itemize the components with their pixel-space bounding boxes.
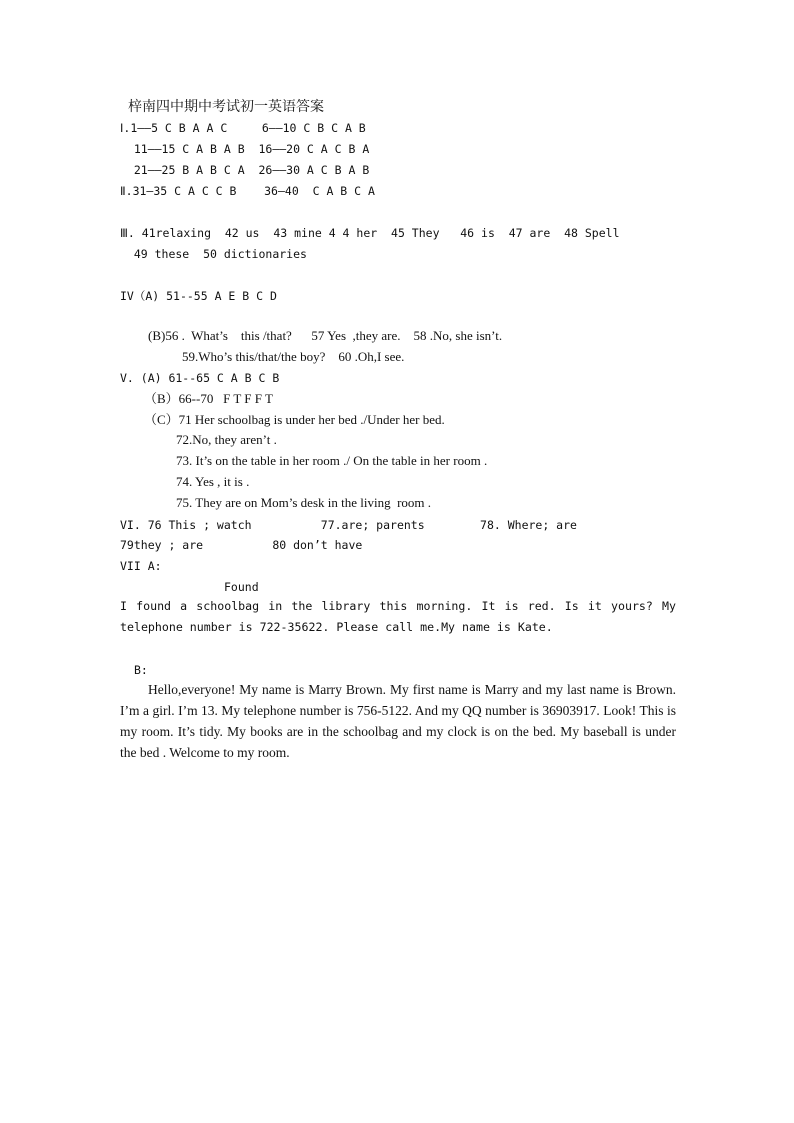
answer-line-section-4b-cont: 59.Who’s this/that/the boy? 60 .Oh,I see. [182, 349, 405, 364]
answer-line-section-1a: Ⅰ.1——5 C B A A C 6——10 C B C A B [120, 121, 366, 135]
writing-a-paragraph: I found a schoolbag in the library this morning. It is red. Is it yours? My telephone number is 722-35622. Please call me.My name is Kate. [120, 599, 676, 634]
answer-line-section-5c-73: 73. It’s on the table in her room ./ On the table in her room . [176, 453, 488, 468]
section-7-heading: VII A: [120, 559, 162, 573]
answer-line-section-6a: VI. 76 This ; watch 77.are; parents 78. Where; are [120, 518, 577, 532]
answer-line-section-4a: IV（A) 51--55 A E B C D [120, 289, 277, 303]
answer-line-section-4b: (B)56 . What’s this /that? 57 Yes ,they are. 58 .No, she isn’t. [148, 328, 503, 343]
answer-line-section-5c-75: 75. They are on Mom’s desk in the living room . [176, 495, 432, 510]
answer-line-section-5c-72: 72.No, they aren’t . [176, 432, 277, 447]
answer-line-section-2: Ⅱ.31—35 C A C C B 36—40 C A B C A [120, 184, 375, 198]
writing-b-heading: B: [134, 663, 148, 677]
document-title: 梓南四中期中考试初一英语答案 [128, 99, 324, 115]
answer-line-section-6b: 79they ; are 80 don’t have [120, 538, 363, 552]
answer-line-section-5b: （B）66--70 F T F F T [144, 391, 273, 406]
answer-line-section-1b: 11——15 C A B A B 16——20 C A C B A [120, 142, 370, 156]
answer-line-section-5a: V. (A) 61--65 C A B C B [120, 371, 280, 385]
answer-line-section-1c: 21——25 B A B C A 26——30 A C B A B [120, 163, 370, 177]
writing-b-paragraph: Hello,everyone! My name is Marry Brown. My first name is Marry and my last name is Brown. I’m a girl. I’m 13. My telephone number is 756-5122. And my QQ number is 36903917. Look! This is my room. It’s tidy. My books are in the schoolbag and my clock is on the bed. My baseball is under the bed . Welcome to my room. [120, 682, 676, 760]
answer-line-section-5c-71: （C）71 Her schoolbag is under her bed ./Under her bed. [144, 412, 445, 427]
answer-line-section-3a: Ⅲ. 41relaxing 42 us 43 mine 4 4 her 45 They 46 is 47 are 48 Spell [120, 226, 620, 240]
answer-line-section-3b: 49 these 50 dictionaries [120, 247, 307, 261]
writing-a-title: Found [224, 580, 259, 594]
answer-line-section-5c-74: 74. Yes , it is . [176, 474, 250, 489]
